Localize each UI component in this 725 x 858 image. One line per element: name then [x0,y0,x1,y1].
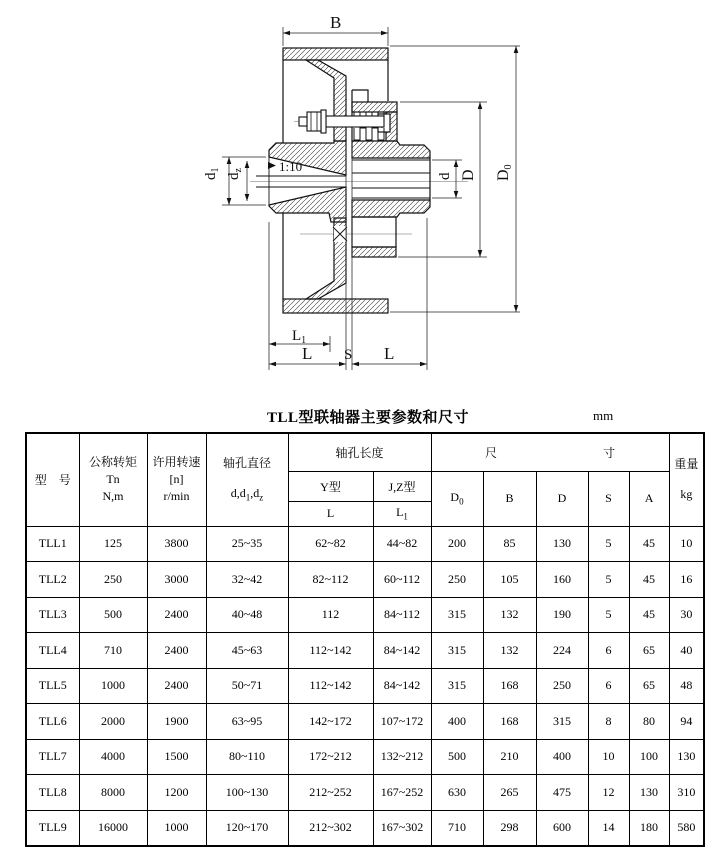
cell: 400 [536,739,588,775]
cell: 2000 [79,704,147,740]
cell: TLL4 [26,633,79,669]
label-D0: D0 [495,164,514,181]
cell: 3000 [147,562,206,598]
col-header-speed: 许用转速 [n] r/min [147,433,206,526]
col-header-dimensions: 尺 寸 [431,433,669,471]
cell: 63~95 [206,704,288,740]
label-L1: $L_1$ [292,328,307,346]
cell: 10 [669,526,704,562]
cell: 100 [629,739,669,775]
cell: 5 [588,597,629,633]
cell: TLL3 [26,597,79,633]
cell: 12 [588,775,629,811]
table-title-row [0,406,725,432]
cell: 2400 [147,597,206,633]
cell: 250 [79,562,147,598]
cell: 25~35 [206,526,288,562]
cell: 100~130 [206,775,288,811]
cell: 190 [536,597,588,633]
cell: 3800 [147,526,206,562]
table-row [26,526,704,562]
cell: TLL9 [26,810,79,846]
cell: 94 [669,704,704,740]
cell: 212~302 [288,810,373,846]
cell: 160 [536,562,588,598]
table-body [26,526,704,846]
label-L-left: L [302,344,313,363]
cell: 16000 [79,810,147,846]
cell: 630 [431,775,483,811]
cell: 125 [79,526,147,562]
cell: 315 [536,704,588,740]
cell: 475 [536,775,588,811]
cell: 1900 [147,704,206,740]
cell: 310 [669,775,704,811]
cell: 250 [431,562,483,598]
cell: 1000 [79,668,147,704]
table-row [26,633,704,669]
cell: TLL7 [26,739,79,775]
cell: 16 [669,562,704,598]
cell: 168 [483,668,536,704]
cell: 120~170 [206,810,288,846]
cell: 82~112 [288,562,373,598]
cell: 710 [431,810,483,846]
cell: 167~252 [373,775,431,811]
coupling-section-diagram [0,0,725,396]
cell: 180 [629,810,669,846]
table-row [26,668,704,704]
col-header-L1: $L_1$ [373,501,431,526]
cell: 80~110 [206,739,288,775]
cell: 32~42 [206,562,288,598]
cell: 200 [431,526,483,562]
cell: 8000 [79,775,147,811]
col-header-bore-length: 轴孔长度 [288,433,431,471]
cell: 500 [431,739,483,775]
cell: TLL5 [26,668,79,704]
table-row [26,597,704,633]
cell: 142~172 [288,704,373,740]
cell: 65 [629,668,669,704]
cell: 168 [483,704,536,740]
cell: 62~82 [288,526,373,562]
cell: 112~142 [288,668,373,704]
cell: 210 [483,739,536,775]
cell: 2400 [147,668,206,704]
cell: 84~142 [373,633,431,669]
cell: 84~112 [373,597,431,633]
cell: 5 [588,526,629,562]
cell: 50~71 [206,668,288,704]
cell: 132 [483,597,536,633]
col-header-D0: $D_0$ [431,471,483,526]
table-row [26,562,704,598]
col-header-jz-type: J,Z型 [373,471,431,501]
col-header-y-type: Y型 [288,471,373,501]
cell: 105 [483,562,536,598]
col-header-model: 型 号 [26,433,79,526]
coupling-drawing-area [0,0,725,396]
label-L-right: L [384,344,395,363]
cell: 580 [669,810,704,846]
cell: 710 [79,633,147,669]
cell: 45~63 [206,633,288,669]
cell: 45 [629,597,669,633]
cell: 6 [588,633,629,669]
label-d: d [437,172,453,180]
cell: 10 [588,739,629,775]
cell: 167~302 [373,810,431,846]
col-header-D: D [536,471,588,526]
cell: 84~142 [373,668,431,704]
cell: 298 [483,810,536,846]
cell: 4000 [79,739,147,775]
cell: 40 [669,633,704,669]
cell: 130 [669,739,704,775]
dimension-lines [222,27,520,370]
right-hub-section [352,90,430,257]
cell: 132 [483,633,536,669]
cell: 1000 [147,810,206,846]
parameters-table [25,432,705,847]
drum-section [283,48,388,313]
cell: 265 [483,775,536,811]
cell: 5 [588,562,629,598]
cell: 8 [588,704,629,740]
cell: 30 [669,597,704,633]
cell: 112~142 [288,633,373,669]
cell: 2400 [147,633,206,669]
cell: TLL2 [26,562,79,598]
col-header-B: B [483,471,536,526]
unit-label: mm [593,408,614,423]
table-row [26,704,704,740]
label-dz: $d_z$ [226,168,244,180]
cell: 44~82 [373,526,431,562]
cell: 212~252 [288,775,373,811]
label-B: B [330,13,342,32]
label-d1: $d_1$ [203,167,221,180]
cell: 1200 [147,775,206,811]
cell: 107~172 [373,704,431,740]
cell: 1500 [147,739,206,775]
label-taper: 1:10 [279,159,303,174]
col-header-L: L [288,501,373,526]
cell: 400 [431,704,483,740]
cell: 500 [79,597,147,633]
label-S: S [344,347,353,363]
cell: 315 [431,597,483,633]
col-header-torque: 公称转矩 Tn N,m [79,433,147,526]
cell: 60~112 [373,562,431,598]
table-row [26,739,704,775]
cell: 130 [536,526,588,562]
cell: 45 [629,526,669,562]
col-header-weight: 重量 kg [669,433,704,526]
cell: 45 [629,562,669,598]
cell: 315 [431,633,483,669]
cell: TLL8 [26,775,79,811]
cell: TLL6 [26,704,79,740]
cell: 40~48 [206,597,288,633]
cell: 224 [536,633,588,669]
cell: 85 [483,526,536,562]
cell: 14 [588,810,629,846]
cell: 80 [629,704,669,740]
cell: 315 [431,668,483,704]
cell: 600 [536,810,588,846]
cell: 6 [588,668,629,704]
cell: 48 [669,668,704,704]
cell: 112 [288,597,373,633]
col-header-A: A [629,471,669,526]
taper-marker-icon [268,162,276,169]
cell: 130 [629,775,669,811]
table-title: TLL型联轴器主要参数和尺寸 [267,410,470,426]
cell: 65 [629,633,669,669]
label-D: D [460,169,477,181]
cell: 132~212 [373,739,431,775]
table-row [26,775,704,811]
cell: 172~212 [288,739,373,775]
col-header-S: S [588,471,629,526]
cell: 250 [536,668,588,704]
cell: TLL1 [26,526,79,562]
table-row [26,810,704,846]
col-header-bore-diameter: 轴孔直径 $d,d_1,d_z$ [206,433,288,526]
dimension-arrows [227,31,519,367]
